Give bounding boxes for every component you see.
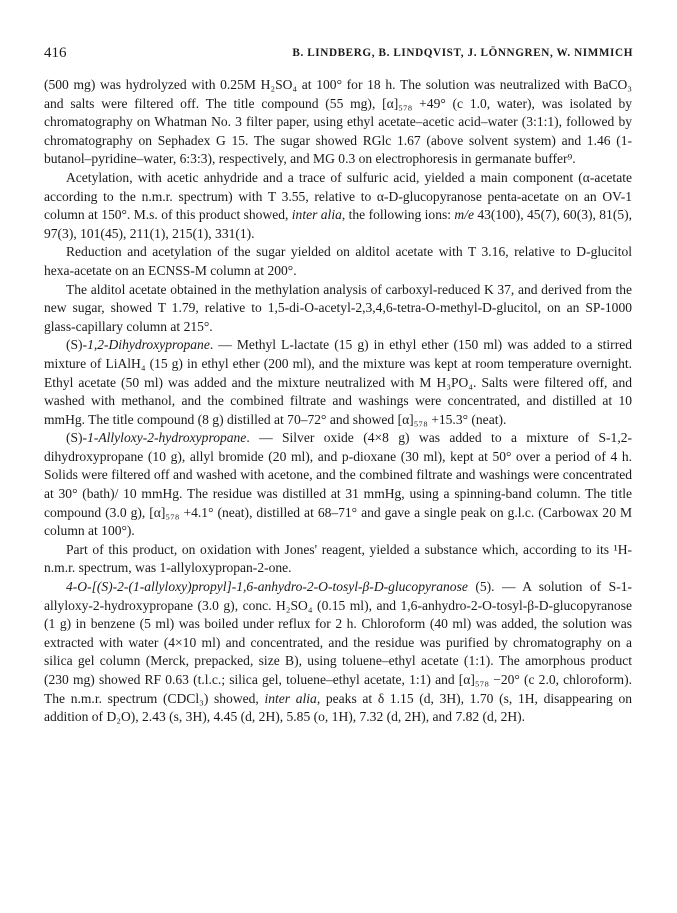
body-text <box>44 76 632 727</box>
text-run: 1.67 (above solvent system) and 1.46 (1-butanol–pyridine–water, 6:3:3), respectively, and M <box>44 132 632 167</box>
italic-text: inter alia <box>264 690 317 706</box>
italic-text: 4-O-[(S)-2-(1-allyloxy)propyl]-1,6-anhydro-2-O-tosyl-β-D-glucopyranose <box>66 579 468 595</box>
text-run: 43(100), 45(7), 60(3), 81(5), 97(3), 101(45), 211(1), 215(1), 331(1). <box>44 207 633 241</box>
text-run: Reduction and acetylation of the sugar yielded on alditol acetate with T 3.16, relative to D-glucitol hexa-acetate on an ECNSS-M column at 200°. <box>44 244 632 278</box>
text-run: . — Methyl L-lactate (15 g) in ethyl ether (150 ml) was added to a stirred mixture of LiAlH₄ (15 g) in ethyl ether (200 ml), and the mixture was kept at room temperature overnight. Ethyl acetate (50 ml) was added and the mixture neutralized with M H₃PO₄. Salts were filtered off, and washed with methanol, and the combined filtrate and washings were concentrated, and distilled at 10 mmHg. The title compound (8 g) distilled at 70–72° and showed [α]₅₇₈ +15.3° (neat). <box>44 337 632 427</box>
paragraph <box>44 76 632 169</box>
italic-text: 1-Allyloxy-2-hydroxypropane <box>87 430 247 446</box>
paragraph <box>44 243 632 280</box>
text-run: . — Silver oxide (4×8 g) was added to a mixture of S-1,2-dihydroxypropane (10 g), allyl bromide (20 ml), and p-dioxane (30 ml), kept at 50° over a period of 4 h. Solids were filtered off and washed with acetone, and the combined filtrate and washings were concentrated at 30° (bath)/ 10 mmHg. The residue was distilled at 31 mmHg, using a spinning-band column. The title compound (3.0 g), [α]₅₇₈ +4.1° (neat), distilled at 68–71° and gave a single peak on g.l.c. (Carbowax 20 M column at 100°). <box>44 430 632 539</box>
italic-text: inter alia <box>291 207 342 223</box>
italic-text: m/e <box>454 207 474 223</box>
text-run: (500 mg) was hydrolyzed with 0.25M H₂SO₄ at 100° for 18 h. The solution was neutralized with BaCO₃ and salts were filtered off. The title compound (55 mg), [α]₅₇₈ +49° (c 1.0, water), was isolated by chromatography on Whatman No. 3 filter paper, using ethyl acetate–acetic acid–water (3:1:1), followed by chromatography on Sephadex G 15. The sugar showed R <box>44 77 632 148</box>
text-run: Part of this product, on oxidation with Jones' reagent, yielded a substance which, according to its ¹H-n.m.r. spectrum, was 1-allyloxypropan-2-one. <box>44 541 632 576</box>
paragraph <box>44 281 632 337</box>
text-run: , peaks at δ 1.15 (d, 3H), 1.70 (s, 1H, disappearing on addition of D₂O), 2.43 (s, 3H), 4.45 (d, 2H), 5.85 (o, 1H), 7.32 (d, 2H), and 7.82 (d, 2H). <box>44 690 633 725</box>
text-run: , the following ions: <box>341 207 455 223</box>
text-run: F <box>153 672 162 687</box>
page-number: 416 <box>44 45 67 61</box>
paragraph <box>44 578 632 727</box>
text-run: (S)- <box>66 430 88 446</box>
running-head-authors: B. LINDBERG, B. LINDQVIST, J. LÖNNGREN, W. NIMMICH <box>292 47 633 59</box>
text-run: The alditol acetate obtained in the methylation analysis of carboxyl-reduced K 37, and derived from the new sugar, showed T 1.79, relative to 1,5-di-O-acetyl-2,3,4,6-tetra-O-methyl-D-glucitol, on an SP-1000 glass-capillary column at 215°. <box>44 281 632 334</box>
paragraph <box>44 429 632 541</box>
italic-text: 1,2-Dihydroxypropane <box>87 337 210 353</box>
text-run: Glc <box>371 132 392 148</box>
paragraph <box>44 336 632 429</box>
text-run: Acetylation, with acetic anhydride and a trace of sulfuric acid, yielded a main component (α-acetate according to the n.m.r. spectrum) with T 3.55, relative to α-D-glucopyranose penta-acetate on an OV-1 column at 150°. M.s. of this product showed, <box>44 169 632 223</box>
paragraph <box>44 169 632 243</box>
text-run: G <box>325 151 335 167</box>
text-run: (5). — A solution of S-1-allyloxy-2-hydroxypropane (3.0 g), conc. H₂SO₄ (0.15 ml), and 1,6-anhydro-2-O-tosyl-β-D-glucopyranose (1 g) in benzene (5 ml) was boiled under reflux for 2 h. Chloroform (40 ml) was added, the solution was extracted with water (4×10 ml) and concentrated, and the residue was purified by chromatography on a silica gel column (Merck, prepacked, size B), using toluene–ethyl acetate (1:1). The amorphous product (230 mg) showed R <box>44 579 632 687</box>
page-header <box>44 42 633 64</box>
paragraph <box>44 541 632 578</box>
text-run: 0.63 (t.l.c.; silica gel, toluene–ethyl acetate, 1:1) and [α]₅₇₈ −20° (c 2.0, chloroform). The n.m.r. spectrum (CDCl₃) showed, <box>44 672 632 706</box>
text-run: 0.3 on electrophoresis in germanate buffer⁹. <box>334 151 576 167</box>
text-run: (S)- <box>66 337 88 353</box>
